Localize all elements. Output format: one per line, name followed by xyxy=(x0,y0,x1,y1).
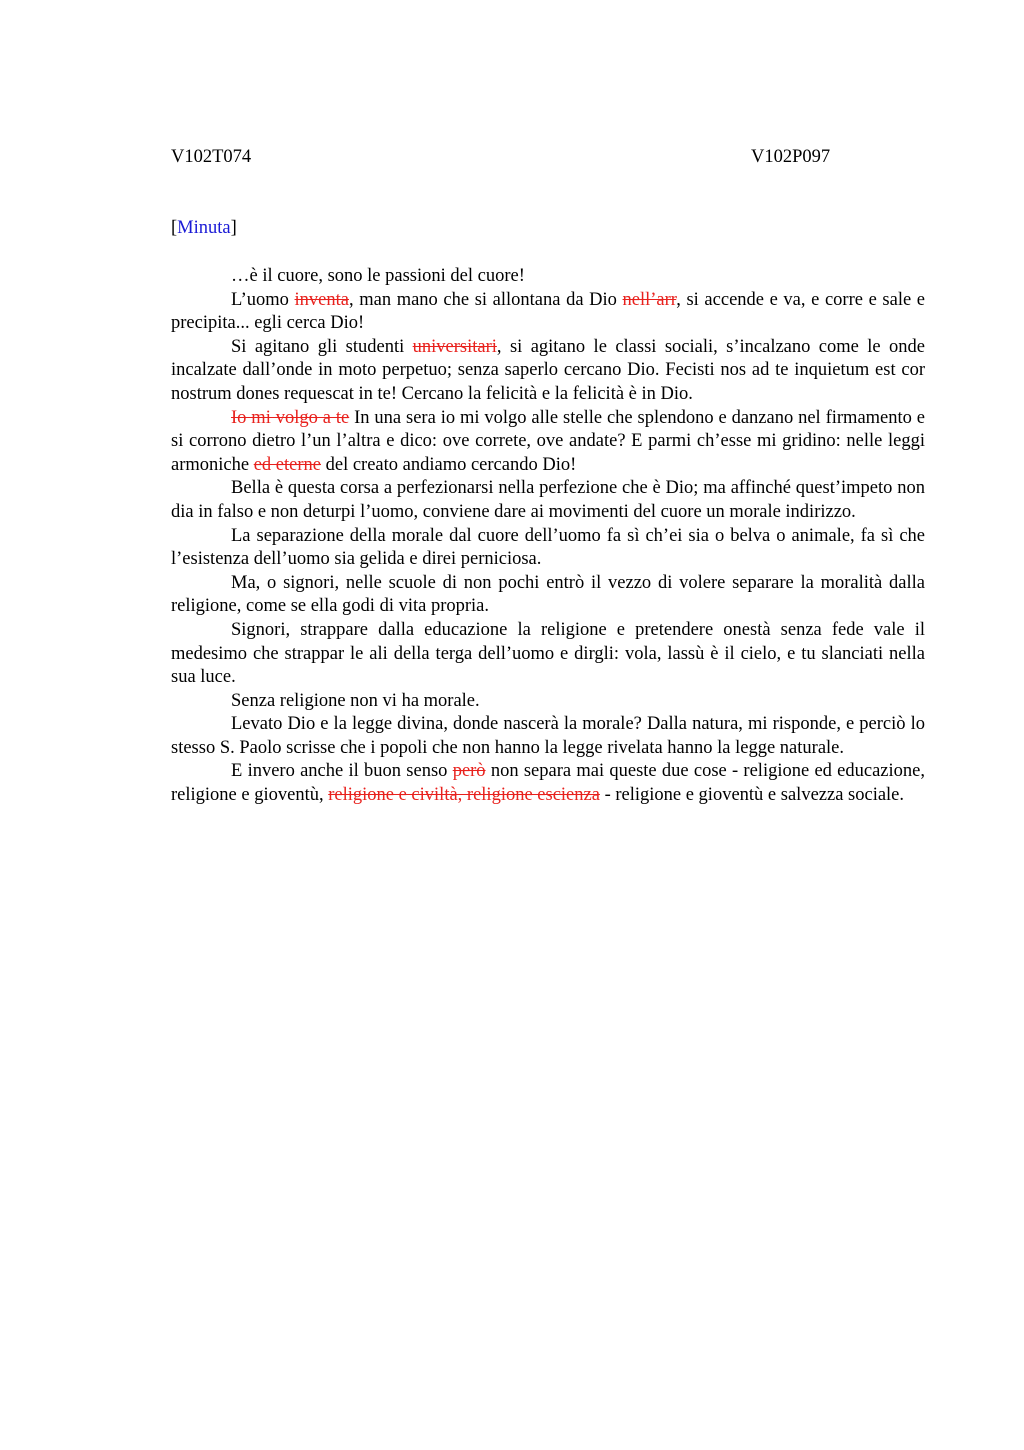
text-segment: Signori, strappare dalla educazione la religione e pretendere onestà senza fede vale il medesimo che strappar le ali della terga dell’uomo e dirgli: vola, lassù è il cielo, e tu slanciati nella sua luce. xyxy=(171,619,925,688)
paragraph xyxy=(171,477,925,524)
paragraph xyxy=(171,289,925,336)
paragraph xyxy=(171,713,925,760)
text-segment: La separazione della morale dal cuore dell’uomo fa sì ch’ei sia o belva o animale, fa sì che l’esistenza dell’uomo sia gelida e direi perniciosa. xyxy=(171,525,925,570)
paragraph xyxy=(171,265,925,289)
deleted-text: inventa xyxy=(294,289,349,310)
header-left-code: V102T074 xyxy=(171,147,252,167)
doc-kind-open-bracket: [ xyxy=(171,218,178,238)
deleted-text: ed eterne xyxy=(253,454,321,475)
paragraph xyxy=(171,525,925,572)
text-segment: , si accende e va, e corre e sale e precipita... egli cerca Dio! xyxy=(171,289,925,334)
text-segment: Senza religione non vi ha morale. xyxy=(231,690,480,711)
text-segment: , si agitano le classi sociali, s’incalzano come le onde incalzate dall’onde in moto perpetuo; senza saperlo cercano Dio. Fecisti nos ad te inquietum est cor nostrum dones requescat in te! Cercano la felicità e la felicità è in Dio. xyxy=(171,336,925,404)
text-segment: L’uomo xyxy=(231,289,295,310)
header-right-code: V102P097 xyxy=(751,147,831,167)
text-segment: , man mano che si allontana da Dio xyxy=(348,289,623,310)
text-segment: …è il cuore, sono le passioni del cuore! xyxy=(231,266,525,286)
text-segment: - religione e gioventù e salvezza sociale. xyxy=(599,785,905,806)
document-body xyxy=(171,265,925,808)
paragraph xyxy=(171,336,925,407)
document-kind xyxy=(171,217,237,241)
paragraph xyxy=(171,690,925,714)
text-segment: In una sera io mi volgo alle stelle che splendono e danzano nel firmamento e si corrono dietro l’un l’altra e dico: ove correte, ove andate? E parmi ch’esse mi gridino: nelle leggi armoniche xyxy=(171,407,925,475)
paragraph xyxy=(171,407,925,478)
paragraph xyxy=(171,619,925,690)
text-segment: Si agitano gli studenti xyxy=(231,336,413,357)
deleted-text: religione e civiltà, religione escienza xyxy=(328,785,600,806)
text-segment: Levato Dio e la legge divina, donde nascerà la morale? Dalla natura, mi risponde, e perciò lo stesso S. Paolo scrisse che i popoli che non hanno la legge rivelata hanno la legge naturale. xyxy=(171,714,925,758)
deleted-text: universitari xyxy=(412,336,497,357)
text-segment: Ma, o signori, nelle scuole di non pochi entrò il vezzo di volere separare la moralità dalla religione, come se ella godi di vita propria. xyxy=(171,572,925,617)
text-segment: del creato andiamo cercando Dio! xyxy=(320,454,577,475)
paragraph xyxy=(171,572,925,619)
paragraph xyxy=(171,760,925,807)
doc-kind-close-bracket: ] xyxy=(230,218,237,238)
deleted-text: nell’arr xyxy=(622,289,677,310)
document-header xyxy=(171,146,925,170)
deleted-text: Io mi volgo a te xyxy=(231,407,350,428)
doc-kind-label: Minuta xyxy=(177,218,231,238)
text-segment: Bella è questa corsa a perfezionarsi nella perfezione che è Dio; ma affinché quest’impeto non dia in falso e non deturpi l’uomo, conviene dare ai movimenti del cuore un morale indirizzo. xyxy=(171,478,925,522)
text-segment: E invero anche il buon senso xyxy=(231,761,453,782)
text-segment: non separa mai queste due cose - religione ed educazione, religione e gioventù, xyxy=(171,761,925,806)
deleted-text: però xyxy=(452,761,486,782)
